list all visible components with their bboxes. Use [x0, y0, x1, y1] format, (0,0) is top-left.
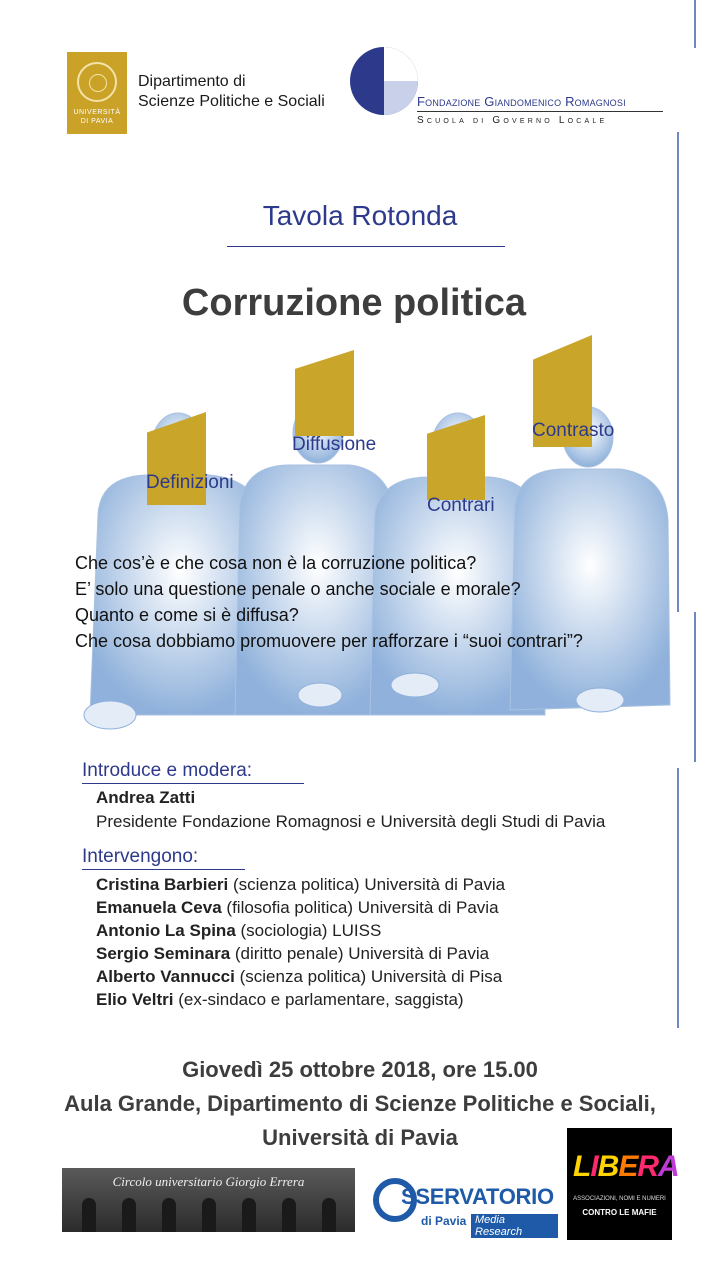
decor-rule [694, 0, 696, 48]
foundation-name: Fondazione Giandomenico Romagnosi [417, 94, 626, 109]
label-contrasto: Contrasto [532, 420, 615, 441]
event-type: Tavola Rotonda [262, 200, 458, 231]
question: Che cosa dobbiamo promuovere per rafforzare i “suoi contrari”? [75, 631, 583, 651]
speakers-heading-underline [82, 869, 245, 870]
speaker-row: Sergio Seminara (diritto penale) Università di Pavia [96, 944, 490, 963]
circolo-errera-logo: Circolo universitario Giorgio Errera [62, 1168, 355, 1232]
libera-wordmark: LIBERA [573, 1150, 679, 1183]
event-date: Giovedì 25 ottobre 2018, ore 15.00 [182, 1057, 538, 1082]
flag-diffusione [295, 350, 354, 436]
label-contrari: Contrari [427, 495, 495, 516]
decor-rule [677, 768, 679, 1028]
foundation-divider [417, 111, 663, 112]
osservatorio-logo: SSERVATORIO di Pavia Media Research [373, 1172, 558, 1242]
speaker-row: Alberto Vannucci (scienza politica) Università di Pisa [96, 967, 503, 986]
decor-rule [694, 612, 696, 762]
question: E’ solo una questione penale o anche sociale e morale? [75, 579, 521, 599]
seal-icon [77, 62, 117, 102]
libera-logo: LIBERA ASSOCIAZIONI, NOMI E NUMERI CONTRO LE MAFIE [567, 1128, 672, 1240]
event-venue: Aula Grande, Dipartimento di Scienze Politiche e Sociali, [64, 1091, 656, 1116]
questions-block [75, 550, 583, 654]
speakers-list [96, 873, 505, 1011]
speaker-row: Cristina Barbieri (scienza politica) Università di Pavia [96, 875, 506, 894]
event-type-underline [227, 246, 505, 247]
foundation-logo-icon [348, 45, 420, 117]
foundation-subtitle: Scuola di Governo Locale [417, 115, 608, 126]
speakers-heading: Intervengono: [82, 846, 199, 867]
speaker-row: Antonio La Spina (sociologia) LUISS [96, 921, 382, 940]
question: Quanto e come si è diffusa? [75, 605, 299, 625]
question: Che cos’è e che cosa non è la corruzione politica? [75, 553, 477, 573]
speaker-row: Elio Veltri (ex-sindaco e parlamentare, saggista) [96, 990, 464, 1009]
label-definizioni: Definizioni [146, 472, 234, 493]
department-name: Dipartimento di Scienze Politiche e Sociali [138, 73, 325, 110]
moderator-heading-underline [82, 783, 304, 784]
university-logo: UNIVERSITÀ DI PAVIA [67, 52, 127, 134]
moderator-name: Andrea Zatti [96, 788, 196, 807]
event-title: Corruzione politica [181, 282, 527, 324]
event-place: Università di Pavia [262, 1125, 458, 1150]
speaker-row: Emanuela Ceva (filosofia politica) Università di Pavia [96, 898, 499, 917]
moderator-heading: Introduce e modera: [82, 760, 253, 781]
label-diffusione: Diffusione [292, 434, 377, 455]
moderator-role: Presidente Fondazione Romagnosi e Università degli Studi di Pavia [96, 812, 606, 831]
